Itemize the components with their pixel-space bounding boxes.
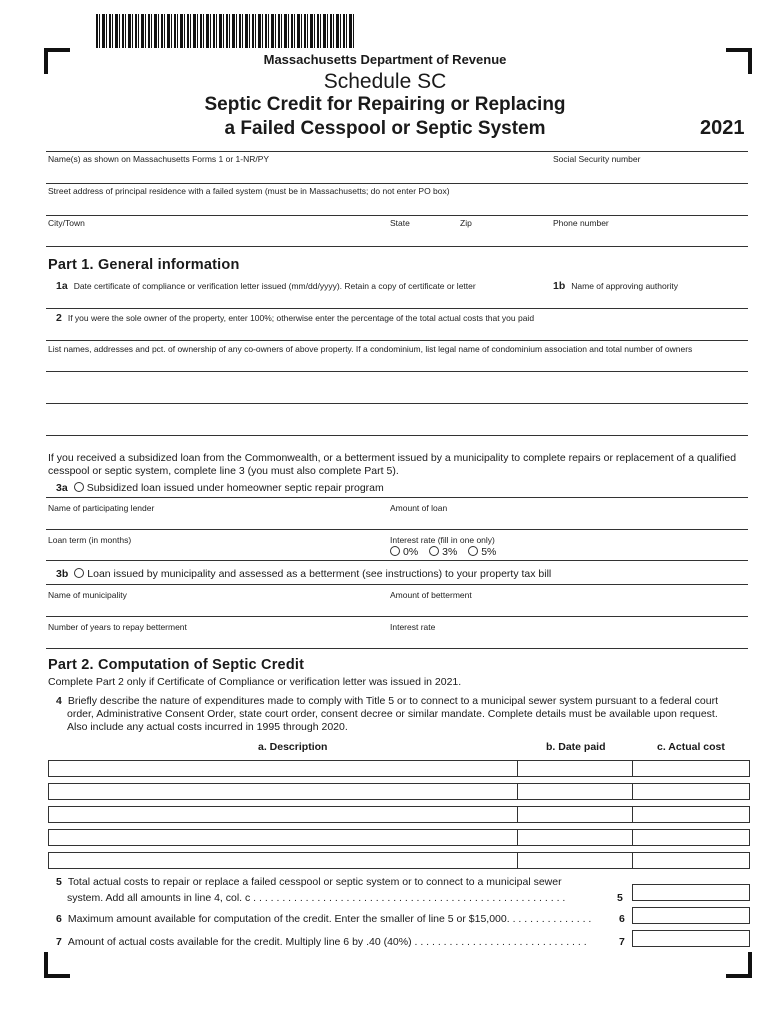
expense-date-input[interactable] [517,852,633,869]
expense-description-input[interactable] [48,783,518,800]
divider [46,183,748,184]
registration-mark-bottom-right [726,952,752,978]
divider [46,648,748,649]
line-6-input[interactable] [632,907,750,924]
registration-mark-bottom-left [44,952,70,978]
form-title-line1: Septic Credit for Repairing or Replacing [204,94,566,115]
loan-amount-field[interactable]: Amount of loan [390,503,448,513]
divider [46,151,748,152]
coowners-line[interactable] [46,435,748,436]
line-1a-field[interactable]: 1a Date certificate of compliance or verification letter issued (mm/dd/yyyy). Retain a copy of certificate or letter [56,280,476,292]
coowners-line[interactable] [46,371,748,372]
divider [46,340,748,341]
rate-option-3[interactable]: 3% [429,546,457,558]
divider [46,246,748,247]
state-field[interactable]: State [390,218,410,228]
barcode [96,14,354,48]
line-7-text: 7 Amount of actual costs available for the credit. Multiply line 6 by .40 (40%) . . . . . . . . . . . . . . . . . . . . . . . . . . . . . . [56,936,587,948]
expense-date-input[interactable] [517,829,633,846]
address-field[interactable]: Street address of principal residence with a failed system (must be in Massachusetts; do not enter PO box) [48,186,450,196]
divider [46,308,748,309]
coowners-line[interactable] [46,403,748,404]
expense-cost-input[interactable] [632,829,750,846]
part2-intro: Complete Part 2 only if Certificate of Compliance or verification letter was issued in 2021. [48,676,462,688]
form-title-line2: a Failed Cesspool or Septic System [224,118,546,139]
radio-button[interactable] [390,546,400,556]
expense-cost-input[interactable] [632,852,750,869]
line-7-input[interactable] [632,930,750,947]
rate-option-5[interactable]: 5% [468,546,496,558]
divider [46,497,748,498]
line-6-text: 6 Maximum amount available for computation of the credit. Enter the smaller of line 5 or $15,000. . . . . . . . . . . . . . . [56,913,592,925]
expense-date-input[interactable] [517,806,633,823]
line-7-ref: 7 [619,936,625,948]
city-field[interactable]: City/Town [48,218,85,228]
loan-instructions: If you received a subsidized loan from the Commonwealth, or a betterment issued by a municipality to complete repairs or replacement of a qualified cesspool or septic system, complete line 3 (you must also complete Part 5). [48,452,737,477]
divider [46,560,748,561]
ssn-field[interactable]: Social Security number [553,154,641,164]
line-3a-option[interactable]: 3a Subsidized loan issued under homeowner septic repair program [56,482,384,494]
line-4-instructions: 4 Briefly describe the nature of expenditures made to comply with Title 5 or to connect to a municipal sewer system pursuant to a federal court order, Administrative Consent Order, state court order, consent decree or similar mandate. Complete details must be available upon request. Also include any actual costs incurred in 1995 through 2020. [56,695,719,733]
expense-cost-input[interactable] [632,783,750,800]
schedule-name: Schedule SC [323,70,447,93]
line-5-ref: 5 [617,892,623,904]
line-5-input[interactable] [632,884,750,901]
expense-description-input[interactable] [48,829,518,846]
line-5-text-cont: system. Add all amounts in line 4, col. c . . . . . . . . . . . . . . . . . . . . . . . . . . . . . . . . . . . . . . . . . . . . . . . . . . . . . . [67,892,566,904]
line-5-text: 5 Total actual costs to repair or replace a failed cesspool or septic system or to connect to a municipal sewer [56,876,562,888]
expense-description-input[interactable] [48,760,518,777]
radio-button[interactable] [74,482,84,492]
col-date-paid-header: b. Date paid [546,741,606,753]
radio-button[interactable] [74,568,84,578]
col-description-header: a. Description [258,741,328,753]
expense-cost-input[interactable] [632,760,750,777]
line-2-field[interactable]: 2 If you were the sole owner of the property, enter 100%; otherwise enter the percentage of the total actual costs that you paid [56,312,535,324]
betterment-interest-field[interactable]: Interest rate [390,622,436,632]
rate-option-0[interactable]: 0% [390,546,418,558]
expense-date-input[interactable] [517,783,633,800]
name-field[interactable]: Name(s) as shown on Massachusetts Forms 1 or 1-NR/PY [48,154,270,164]
part1-heading: Part 1. General information [48,257,240,273]
col-actual-cost-header: c. Actual cost [657,741,725,753]
line-3b-option[interactable]: 3b Loan issued by municipality and assessed as a betterment (see instructions) to your property tax bill [56,568,552,580]
expense-date-input[interactable] [517,760,633,777]
line-6-ref: 6 [619,913,625,925]
lender-field[interactable]: Name of participating lender [48,503,155,513]
zip-field[interactable]: Zip [460,218,472,228]
phone-field[interactable]: Phone number [553,218,609,228]
divider [46,584,748,585]
coowners-field[interactable]: List names, addresses and pct. of ownership of any co-owners of above property. If a condominium, list legal name of condominium association and total number of owners [48,344,693,354]
interest-rate-options [390,546,496,558]
municipality-field[interactable]: Name of municipality [48,590,127,600]
divider [46,616,748,617]
line-1b-field[interactable]: 1b Name of approving authority [553,280,679,292]
years-repay-field[interactable]: Number of years to repay betterment [48,622,187,632]
loan-term-field[interactable]: Loan term (in months) [48,535,132,545]
part2-heading: Part 2. Computation of Septic Credit [48,657,305,673]
expense-description-input[interactable] [48,806,518,823]
betterment-amount-field[interactable]: Amount of betterment [390,590,472,600]
expense-cost-input[interactable] [632,806,750,823]
radio-button[interactable] [468,546,478,556]
divider [46,529,748,530]
tax-year: 2021 [700,117,745,139]
department-name: Massachusetts Department of Revenue [263,52,507,67]
divider [46,215,748,216]
radio-button[interactable] [429,546,439,556]
expense-description-input[interactable] [48,852,518,869]
interest-rate-label: Interest rate (fill in one only) [390,535,495,545]
